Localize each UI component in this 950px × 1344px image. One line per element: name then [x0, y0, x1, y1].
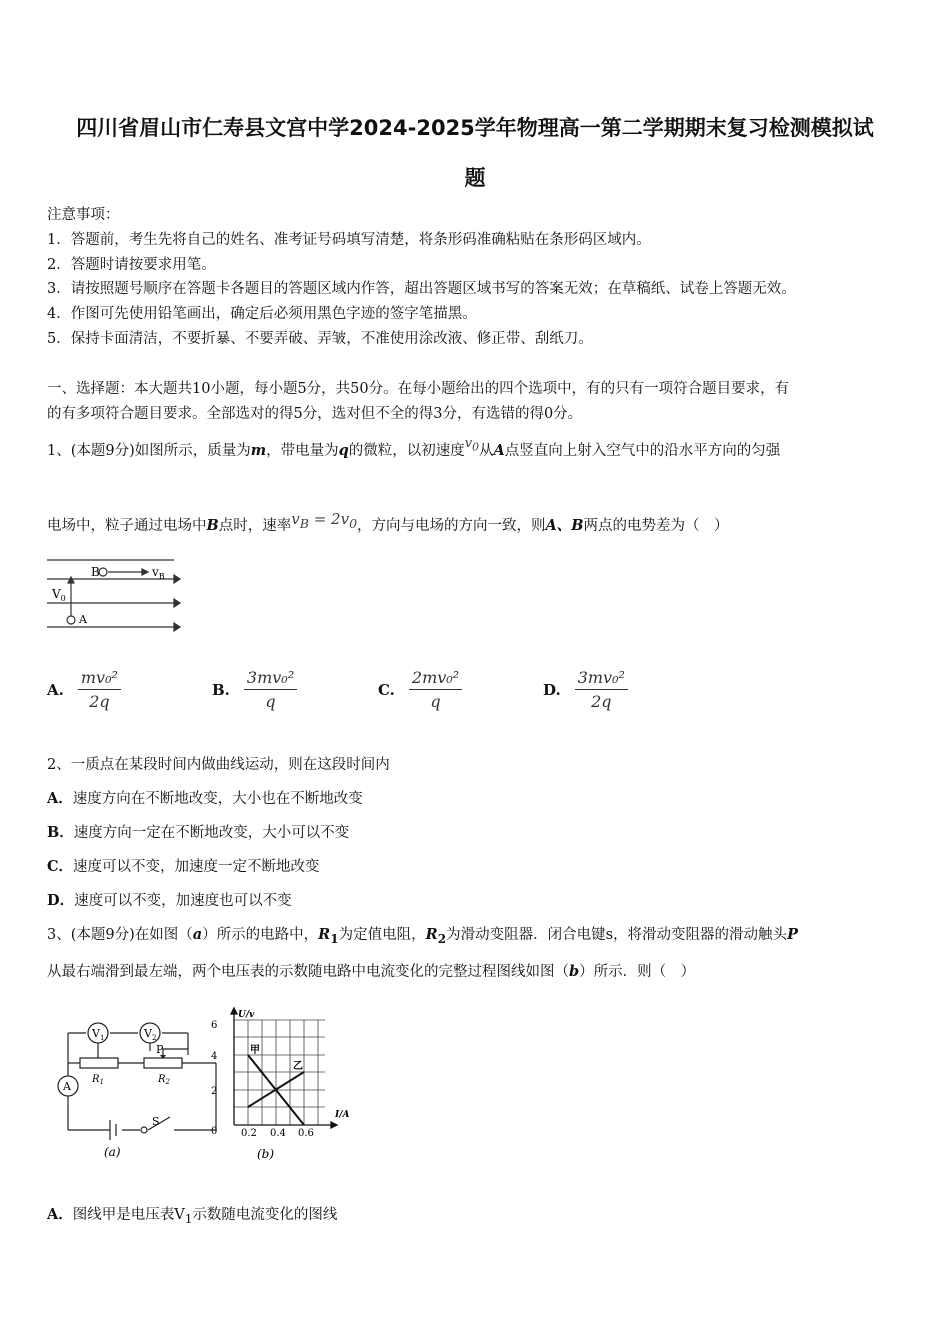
q3-uv-graph: [205, 1005, 360, 1165]
point-b: [99, 568, 107, 576]
vb-arrowhead-icon: [142, 569, 148, 575]
field-arrow-icon: [174, 575, 180, 583]
switch-label: S: [152, 1115, 160, 1128]
q1-option-fraction: $\frac{\text{3mv₀²}}{q}$: [244, 668, 297, 711]
section1-line2: 的有多项符合题目要求。全部选对的得5分，选对但不全的得3分，有选错的得0分。: [47, 406, 583, 422]
q1-option-fraction: $\frac{\text{3mv₀²}}{2q}$: [575, 668, 628, 711]
q1-vb-eq-sub: 0: [349, 516, 358, 531]
label-v0: $V_0$: [52, 587, 66, 603]
page-title-line1: 四川省眉山市仁寿县文宫中学2024-2025学年物理高一第二学期期末复习检测模拟试: [76, 116, 874, 140]
q1-option-b[interactable]: [212, 668, 297, 711]
x-tick: 0.4: [270, 1128, 286, 1139]
q2-option-c[interactable]: C．速度可以不变，加速度一定不断地改变: [47, 858, 320, 875]
q1-text: 两点的电势差为（ ）: [583, 518, 729, 534]
q1-text: 点时，速率: [218, 518, 292, 534]
q1-text: ，方向与电场的方向一致，则: [357, 518, 546, 534]
q1-option-d[interactable]: [543, 668, 628, 711]
field-arrow-icon: [174, 623, 180, 631]
q1-vb: v: [291, 510, 300, 528]
label-yi: 乙: [293, 1061, 303, 1072]
q1-option-a[interactable]: [47, 668, 121, 711]
x-tick: 0.6: [298, 1128, 314, 1139]
y-axis-label: U/v: [238, 1010, 255, 1020]
x-axis-label: I/A: [335, 1110, 350, 1120]
notice-item-2: 2．答题时请按要求用笔。: [47, 257, 216, 273]
r2-label: $R_2$: [158, 1074, 170, 1086]
notice-item-3: 3．请按照题号顺序在答题卡各题目的答题区域内作答，超出答题区域书写的答案无效；在草稿纸、试卷上答题无效。: [47, 281, 796, 297]
label-b: B: [91, 565, 100, 579]
q1-B: B: [206, 517, 219, 534]
q1-option-c[interactable]: [378, 668, 462, 711]
switch-contact: [141, 1127, 147, 1133]
q1-v0-sub: 0: [472, 440, 479, 454]
q1-text: 电场中，粒子通过电场中: [47, 518, 207, 534]
origin-label: 0: [211, 1126, 218, 1137]
slider-label-p: P: [156, 1043, 164, 1056]
q1-text: 的微粒，以初速度: [348, 443, 465, 459]
y-axis-arrow-icon: [231, 1008, 237, 1014]
q1-option-label: C.: [378, 680, 395, 699]
q3-stem-line1: 3、(本题9分)在如图（a）所示的电路中，$R_1$为定值电阻，$R_2$为滑动变阻器．闭合电键s，将滑动变阻器的滑动触头P: [47, 926, 798, 946]
v0-arrowhead-icon: [68, 577, 74, 583]
label-vb: $v_B$: [152, 565, 165, 581]
q2-stem: 2、一质点在某段时间内做曲线运动，则在这段时间内: [47, 757, 390, 773]
q1-stem-line2: [47, 510, 729, 537]
q2-option-b[interactable]: B．速度方向一定在不断地改变，大小可以不变: [47, 824, 350, 841]
x-axis-arrow-icon: [331, 1122, 337, 1128]
notice-item-1: 1．答题前，考生先将自己的姓名、准考证号码填写清楚，将条形码准确粘贴在条形码区域内。: [47, 232, 651, 248]
r1-resistor: [80, 1058, 118, 1068]
y-tick: 6: [211, 1020, 218, 1031]
q3-stem-line2: 从最右端滑到最左端，两个电压表的示数随电路中电流变化的完整过程图线如图（b）所示．则（ ）: [47, 963, 696, 980]
q1-option-label: B.: [212, 680, 230, 699]
q1-vb-sub: B: [299, 516, 309, 531]
y-tick: 2: [211, 1086, 218, 1097]
point-a: [67, 616, 75, 624]
q1-m: m: [250, 442, 267, 459]
r1-label: $R_1$: [92, 1074, 104, 1086]
notice-heading: 注意事项：: [47, 207, 120, 223]
y-tick: 4: [211, 1051, 218, 1062]
r2-resistor: [144, 1058, 182, 1068]
page-title-line2: 题: [464, 166, 486, 190]
notice-item-5: 5．保持卡面清洁，不要折暴、不要弄破、弄皱，不准使用涂改液、修正带、刮纸刀。: [47, 331, 593, 347]
q1-text: 点竖直向上射入空气中的沿水平方向的匀强: [504, 443, 781, 459]
ammeter-label: A: [63, 1080, 71, 1093]
graph-caption: (b): [257, 1147, 275, 1161]
q1-stem-line1: [47, 436, 781, 462]
q1-text: 从: [479, 443, 494, 459]
q1-vb-eq: = 2v: [308, 510, 350, 528]
label-a: A: [79, 613, 87, 626]
q1-q: q: [338, 442, 349, 459]
v2-label: $V_2$: [144, 1027, 157, 1042]
q1-option-fraction: $\frac{\text{mv₀²}}{2q}$: [78, 668, 121, 711]
label-jia: 甲: [250, 1045, 260, 1056]
q1-v0: v: [464, 436, 473, 451]
field-arrow-icon: [174, 599, 180, 607]
q3-circuit-diagram: [48, 1013, 218, 1163]
circuit-caption: (a): [104, 1145, 121, 1159]
q1-option-label: A.: [47, 680, 64, 699]
notice-item-4: 4．作图可先使用铅笔画出，确定后必须用黑色字迹的签字笔描黑。: [47, 306, 477, 322]
q1-text: 1、(本题9分)如图所示，质量为: [47, 443, 251, 459]
q2-option-a[interactable]: A．速度方向在不断地改变，大小也在不断地改变: [47, 790, 363, 807]
section1-line1: 一、选择题：本大题共10小题，每小题5分，共50分。在每小题给出的四个选项中，有的只有一项符合题目要求，有: [47, 381, 790, 397]
q1-AB: A、B: [545, 517, 584, 534]
q1-text: ，带电量为: [266, 443, 339, 459]
x-tick: 0.2: [241, 1128, 257, 1139]
q1-option-label: D.: [543, 680, 561, 699]
q1-A: A: [493, 442, 505, 459]
q2-option-d[interactable]: D．速度可以不变，加速度也可以不变: [47, 892, 292, 909]
v1-label: $V_1$: [92, 1027, 105, 1042]
q1-option-fraction: $\frac{\text{2mv₀²}}{q}$: [409, 668, 462, 711]
q1-field-figure: [44, 553, 184, 638]
q3-option-a[interactable]: A．图线甲是电压表$V_1$示数随电流变化的图线: [47, 1206, 338, 1226]
